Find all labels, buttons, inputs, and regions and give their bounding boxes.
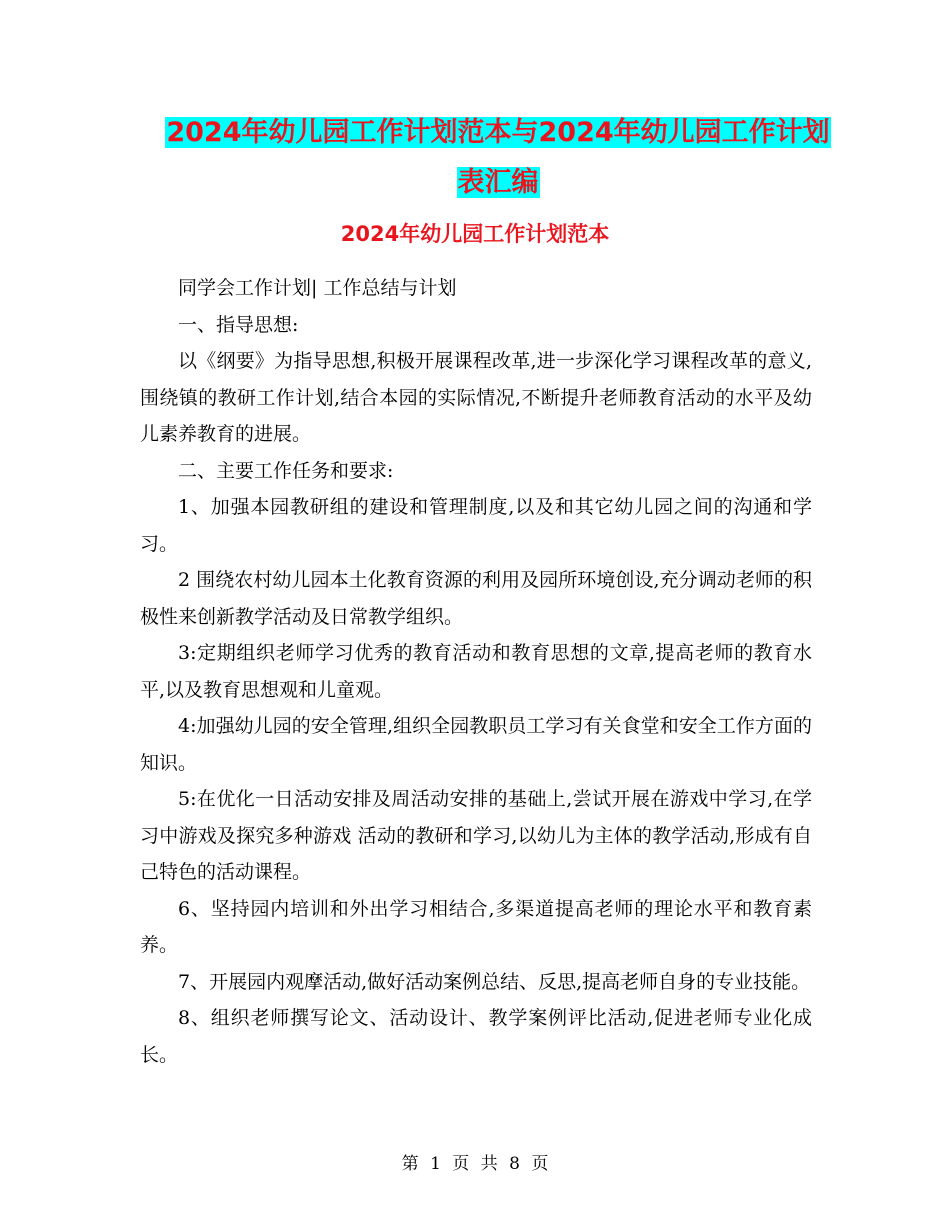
paragraph-heading-2: 二、主要工作任务和要求: (178, 459, 394, 482)
document-title (140, 108, 856, 208)
paragraph-category: 同学会工作计划| 工作总结与计划 (178, 277, 457, 299)
paragraph: 6、坚持园内培训和外出学习相结合,多渠道提高老师的理论水平和教育素养。 (140, 897, 812, 956)
title-line-2: 表汇编 (457, 167, 539, 198)
paragraph: 1、加强本园教研组的建设和管理制度,以及和其它幼儿园之间的沟通和学习。 (140, 496, 812, 555)
paragraph: 7、开展园内观摩活动,做好活动案例总结、反思,提高老师自身的专业技能。 (178, 970, 811, 993)
paragraph: 以《纲要》为指导思想,积极开展课程改革,进一步深化学习课程改革的意义,围绕镇的教研工作计划,结合本园的实际情况,不断提升老师教育活动的水平及幼儿素养教育的进展。 (140, 350, 812, 445)
paragraph-heading-1: 一、指导思想: (178, 313, 299, 336)
paragraph: 3:定期组织老师学习优秀的教育活动和教育思想的文章,提高老师的教育水平,以及教育思想观和儿童观。 (140, 642, 812, 701)
paragraph: 2 围绕农村幼儿园本土化教育资源的利用及园所环境创设,充分调动老师的积极性来创新教学活动及日常教学组织。 (140, 569, 812, 628)
document-body (140, 270, 812, 1073)
paragraph: 4:加强幼儿园的安全管理,组织全园教职员工学习有关食堂和安全工作方面的知识。 (140, 715, 812, 774)
section-title: 2024年幼儿园工作计划范本 (340, 222, 610, 246)
paragraph: 5:在优化一日活动安排及周活动安排的基础上,尝试开展在游戏中学习,在学习中游戏及探究多种游戏 活动的教研和学习,以幼儿为主体的教学活动,形成有自己特色的活动课程。 (140, 788, 812, 883)
paragraph: 8、组织老师撰写论文、活动设计、教学案例评比活动,促进老师专业化成长。 (140, 1007, 812, 1066)
page-footer: 第 1 页 共 8 页 (401, 1154, 549, 1174)
title-line-1: 2024年幼儿园工作计划范本与2024年幼儿园工作计划 (166, 117, 830, 148)
